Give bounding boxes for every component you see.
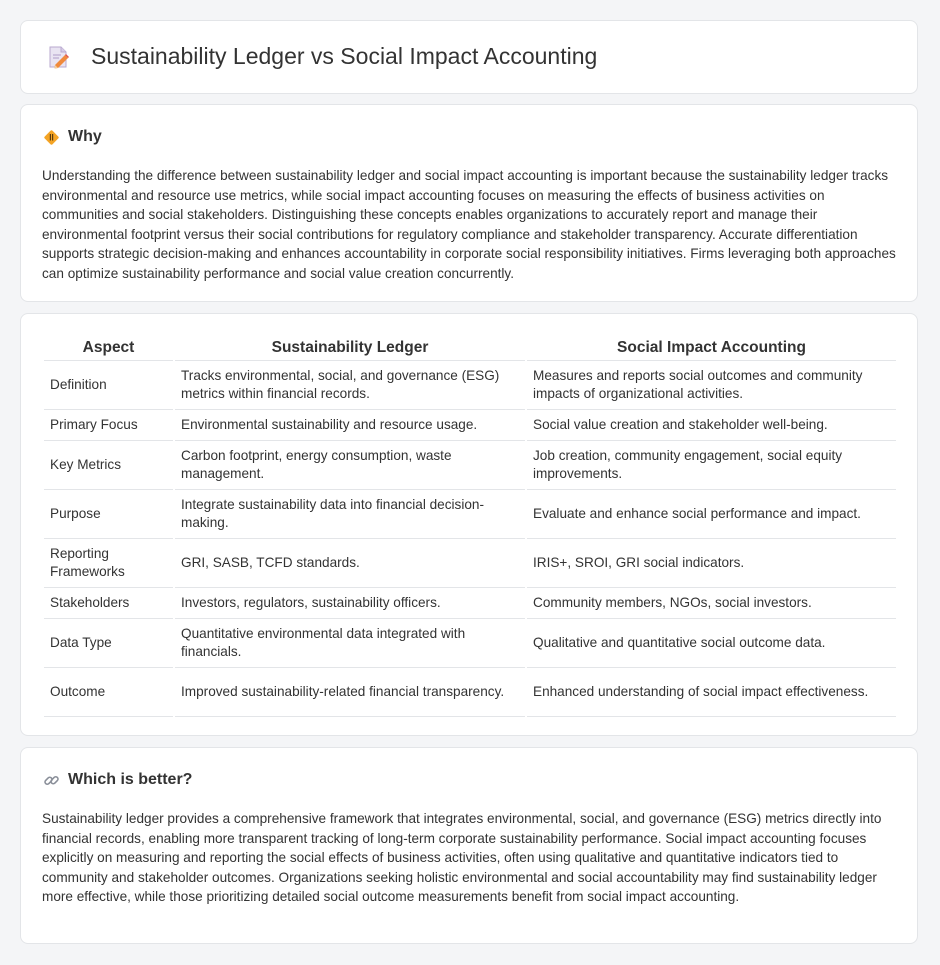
table-row: [44, 668, 896, 717]
why-text: Understanding the difference between sustainability ledger and social impact accounting is important because the sustainability ledger tracks environmental and resource use metrics, while social impact accounting focuses on measuring the effects of business activities on communities and social stakeholders. Distinguishing these concepts enables organizations to accurately report and manage their environmental footprint versus their social contributions for regulatory compliance and stakeholder transparency. Accurate differentiation supports strategic decision-making and enhances accountability in corporate social responsibility initiatives. Firms leveraging both approaches can optimize sustainability performance and social value creation concurrently.: [42, 168, 896, 281]
social-cell: Social value creation and stakeholder well-being.: [527, 410, 896, 441]
ledger-cell: Improved sustainability-related financial transparency.: [175, 668, 525, 717]
table-row: [44, 361, 896, 410]
social-cell: Evaluate and enhance social performance and impact.: [527, 490, 896, 539]
table-header-row: [44, 334, 896, 361]
table-row: [44, 539, 896, 588]
ledger-cell: Environmental sustainability and resource usage.: [175, 410, 525, 441]
column-header: Aspect: [44, 334, 173, 361]
ledger-cell: Investors, regulators, sustainability officers.: [175, 588, 525, 619]
why-section: [20, 104, 918, 302]
ledger-cell: Carbon footprint, energy consumption, waste management.: [175, 441, 525, 490]
ledger-cell: Quantitative environmental data integrated with financials.: [175, 619, 525, 668]
header-card: [20, 20, 918, 94]
social-cell: Enhanced understanding of social impact effectiveness.: [527, 668, 896, 717]
document-pencil-icon: [45, 44, 71, 70]
social-cell: Qualitative and quantitative social outcome data.: [527, 619, 896, 668]
page-title: Sustainability Ledger vs Social Impact Accounting: [91, 43, 598, 69]
aspect-cell: Purpose: [44, 490, 173, 539]
ledger-cell: GRI, SASB, TCFD standards.: [175, 539, 525, 588]
social-cell: Community members, NGOs, social investors.: [527, 588, 896, 619]
aspect-cell: Stakeholders: [44, 588, 173, 619]
table-row: [44, 410, 896, 441]
table-row: [44, 490, 896, 539]
better-text: Sustainability ledger provides a comprehensive framework that integrates environmental, social, and governance (ESG) metrics directly into financial records, enabling more transparent tracking of long-term corporate sustainability performance. Social impact accounting focuses explicitly on measuring and reporting the social effects of business activities, often using qualitative and quantitative indicators tied to community and stakeholder outcomes. Organizations seeking holistic environmental and social accountability may find sustainability ledger more effective, while those prioritizing detailed social outcome measurements benefit from social impact accounting.: [42, 811, 882, 904]
aspect-cell: Definition: [44, 361, 173, 410]
social-cell: IRIS+, SROI, GRI social indicators.: [527, 539, 896, 588]
aspect-cell: Data Type: [44, 619, 173, 668]
comparison-table: [42, 334, 898, 717]
social-cell: Measures and reports social outcomes and community impacts of organizational activities.: [527, 361, 896, 410]
table-row: [44, 441, 896, 490]
ledger-cell: Integrate sustainability data into financial decision-making.: [175, 490, 525, 539]
aspect-cell: Primary Focus: [44, 410, 173, 441]
column-header: Sustainability Ledger: [175, 334, 525, 361]
comparison-table-card: [20, 313, 918, 736]
social-cell: Job creation, community engagement, social equity improvements.: [527, 441, 896, 490]
table-row: [44, 588, 896, 619]
better-heading-row: [43, 771, 192, 789]
why-heading-row: [43, 128, 102, 146]
ledger-cell: Tracks environmental, social, and governance (ESG) metrics within financial records.: [175, 361, 525, 410]
link-icon: [43, 772, 60, 789]
why-heading: Why: [68, 128, 102, 145]
diamond-sign-icon: [43, 129, 60, 146]
table-row: [44, 619, 896, 668]
title-row: [45, 43, 597, 70]
which-is-better-section: [20, 747, 918, 944]
aspect-cell: Key Metrics: [44, 441, 173, 490]
column-header: Social Impact Accounting: [527, 334, 896, 361]
aspect-cell: Reporting Frameworks: [44, 539, 173, 588]
aspect-cell: Outcome: [44, 668, 173, 717]
better-heading: Which is better?: [68, 771, 193, 788]
